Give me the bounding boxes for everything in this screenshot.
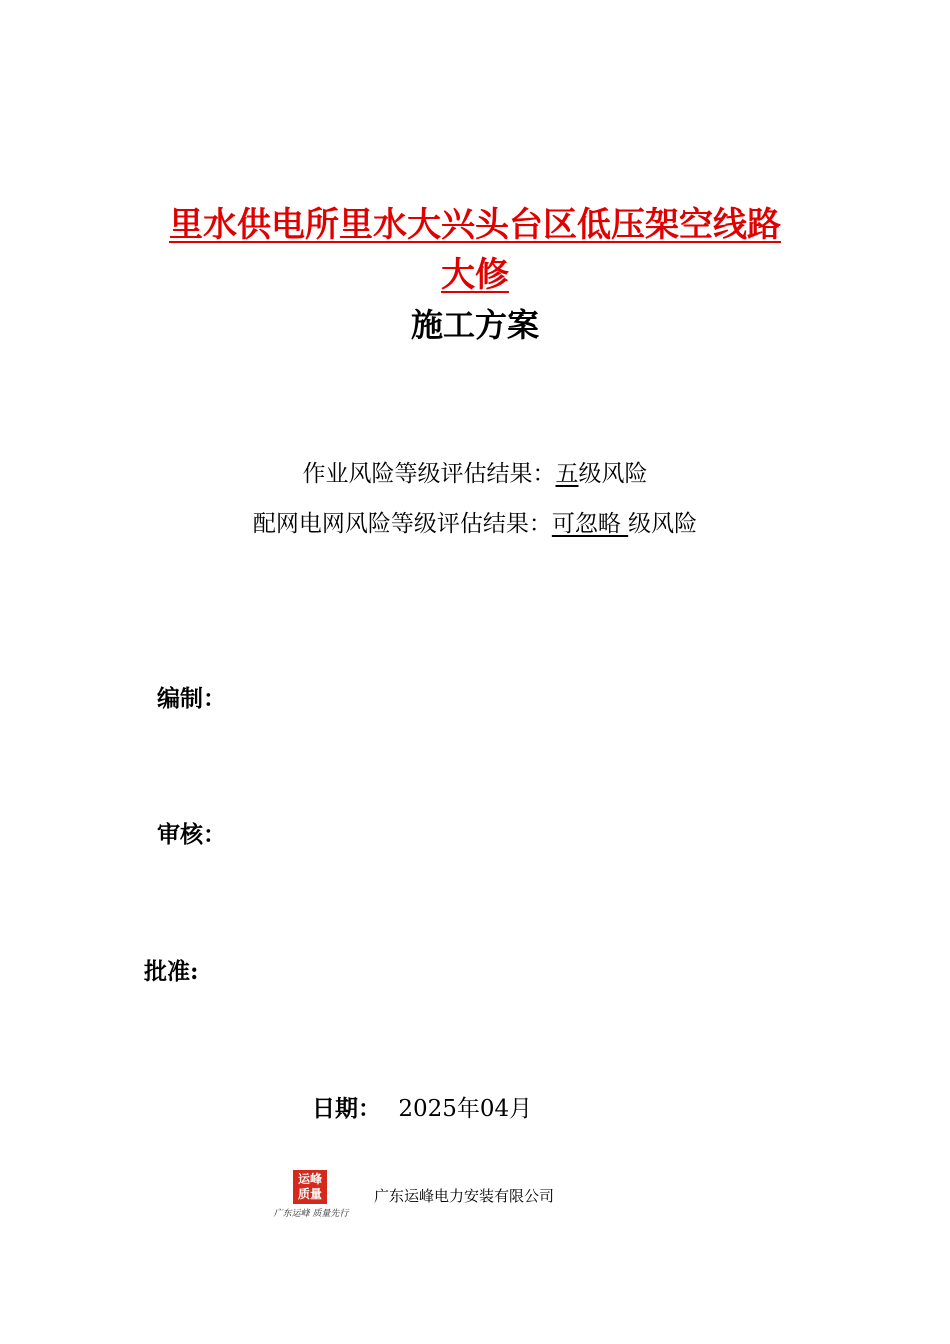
- company-logo: [266, 1170, 356, 1222]
- company-logo-mark: [293, 1170, 327, 1204]
- work-risk-label: 作业风险等级评估结果：: [302, 461, 556, 487]
- logo-text-bottom: 质量: [297, 1187, 322, 1201]
- approved-by-label: 批准:: [144, 958, 199, 985]
- date-label: 日期：: [312, 1095, 381, 1122]
- document-title-line1: 里水供电所里水大兴头台区低压架空线路: [169, 205, 781, 245]
- compiled-by-label: 编制：: [157, 685, 226, 712]
- logo-text-top: 运峰: [297, 1172, 322, 1186]
- logo-tagline: 广东运峰 质量先行: [273, 1209, 349, 1219]
- document-title-line2: 大修: [441, 255, 509, 295]
- work-risk-suffix: 级风险: [578, 461, 648, 487]
- grid-risk-line: [0, 508, 950, 540]
- company-name: 广东运峰电力安装有限公司: [374, 1187, 555, 1205]
- grid-risk-suffix: 级风险: [628, 511, 698, 537]
- document-subtitle: 施工方案: [410, 306, 539, 344]
- grid-risk-level: 可忽略: [551, 511, 629, 537]
- work-risk-line: [0, 458, 950, 490]
- grid-risk-label: 配网电网风险等级评估结果：: [252, 511, 552, 537]
- reviewed-by-label: 审核：: [157, 821, 226, 848]
- date-value: 2025年04月: [398, 1096, 533, 1122]
- date-line: [312, 1094, 532, 1124]
- work-risk-level: 五: [555, 461, 579, 487]
